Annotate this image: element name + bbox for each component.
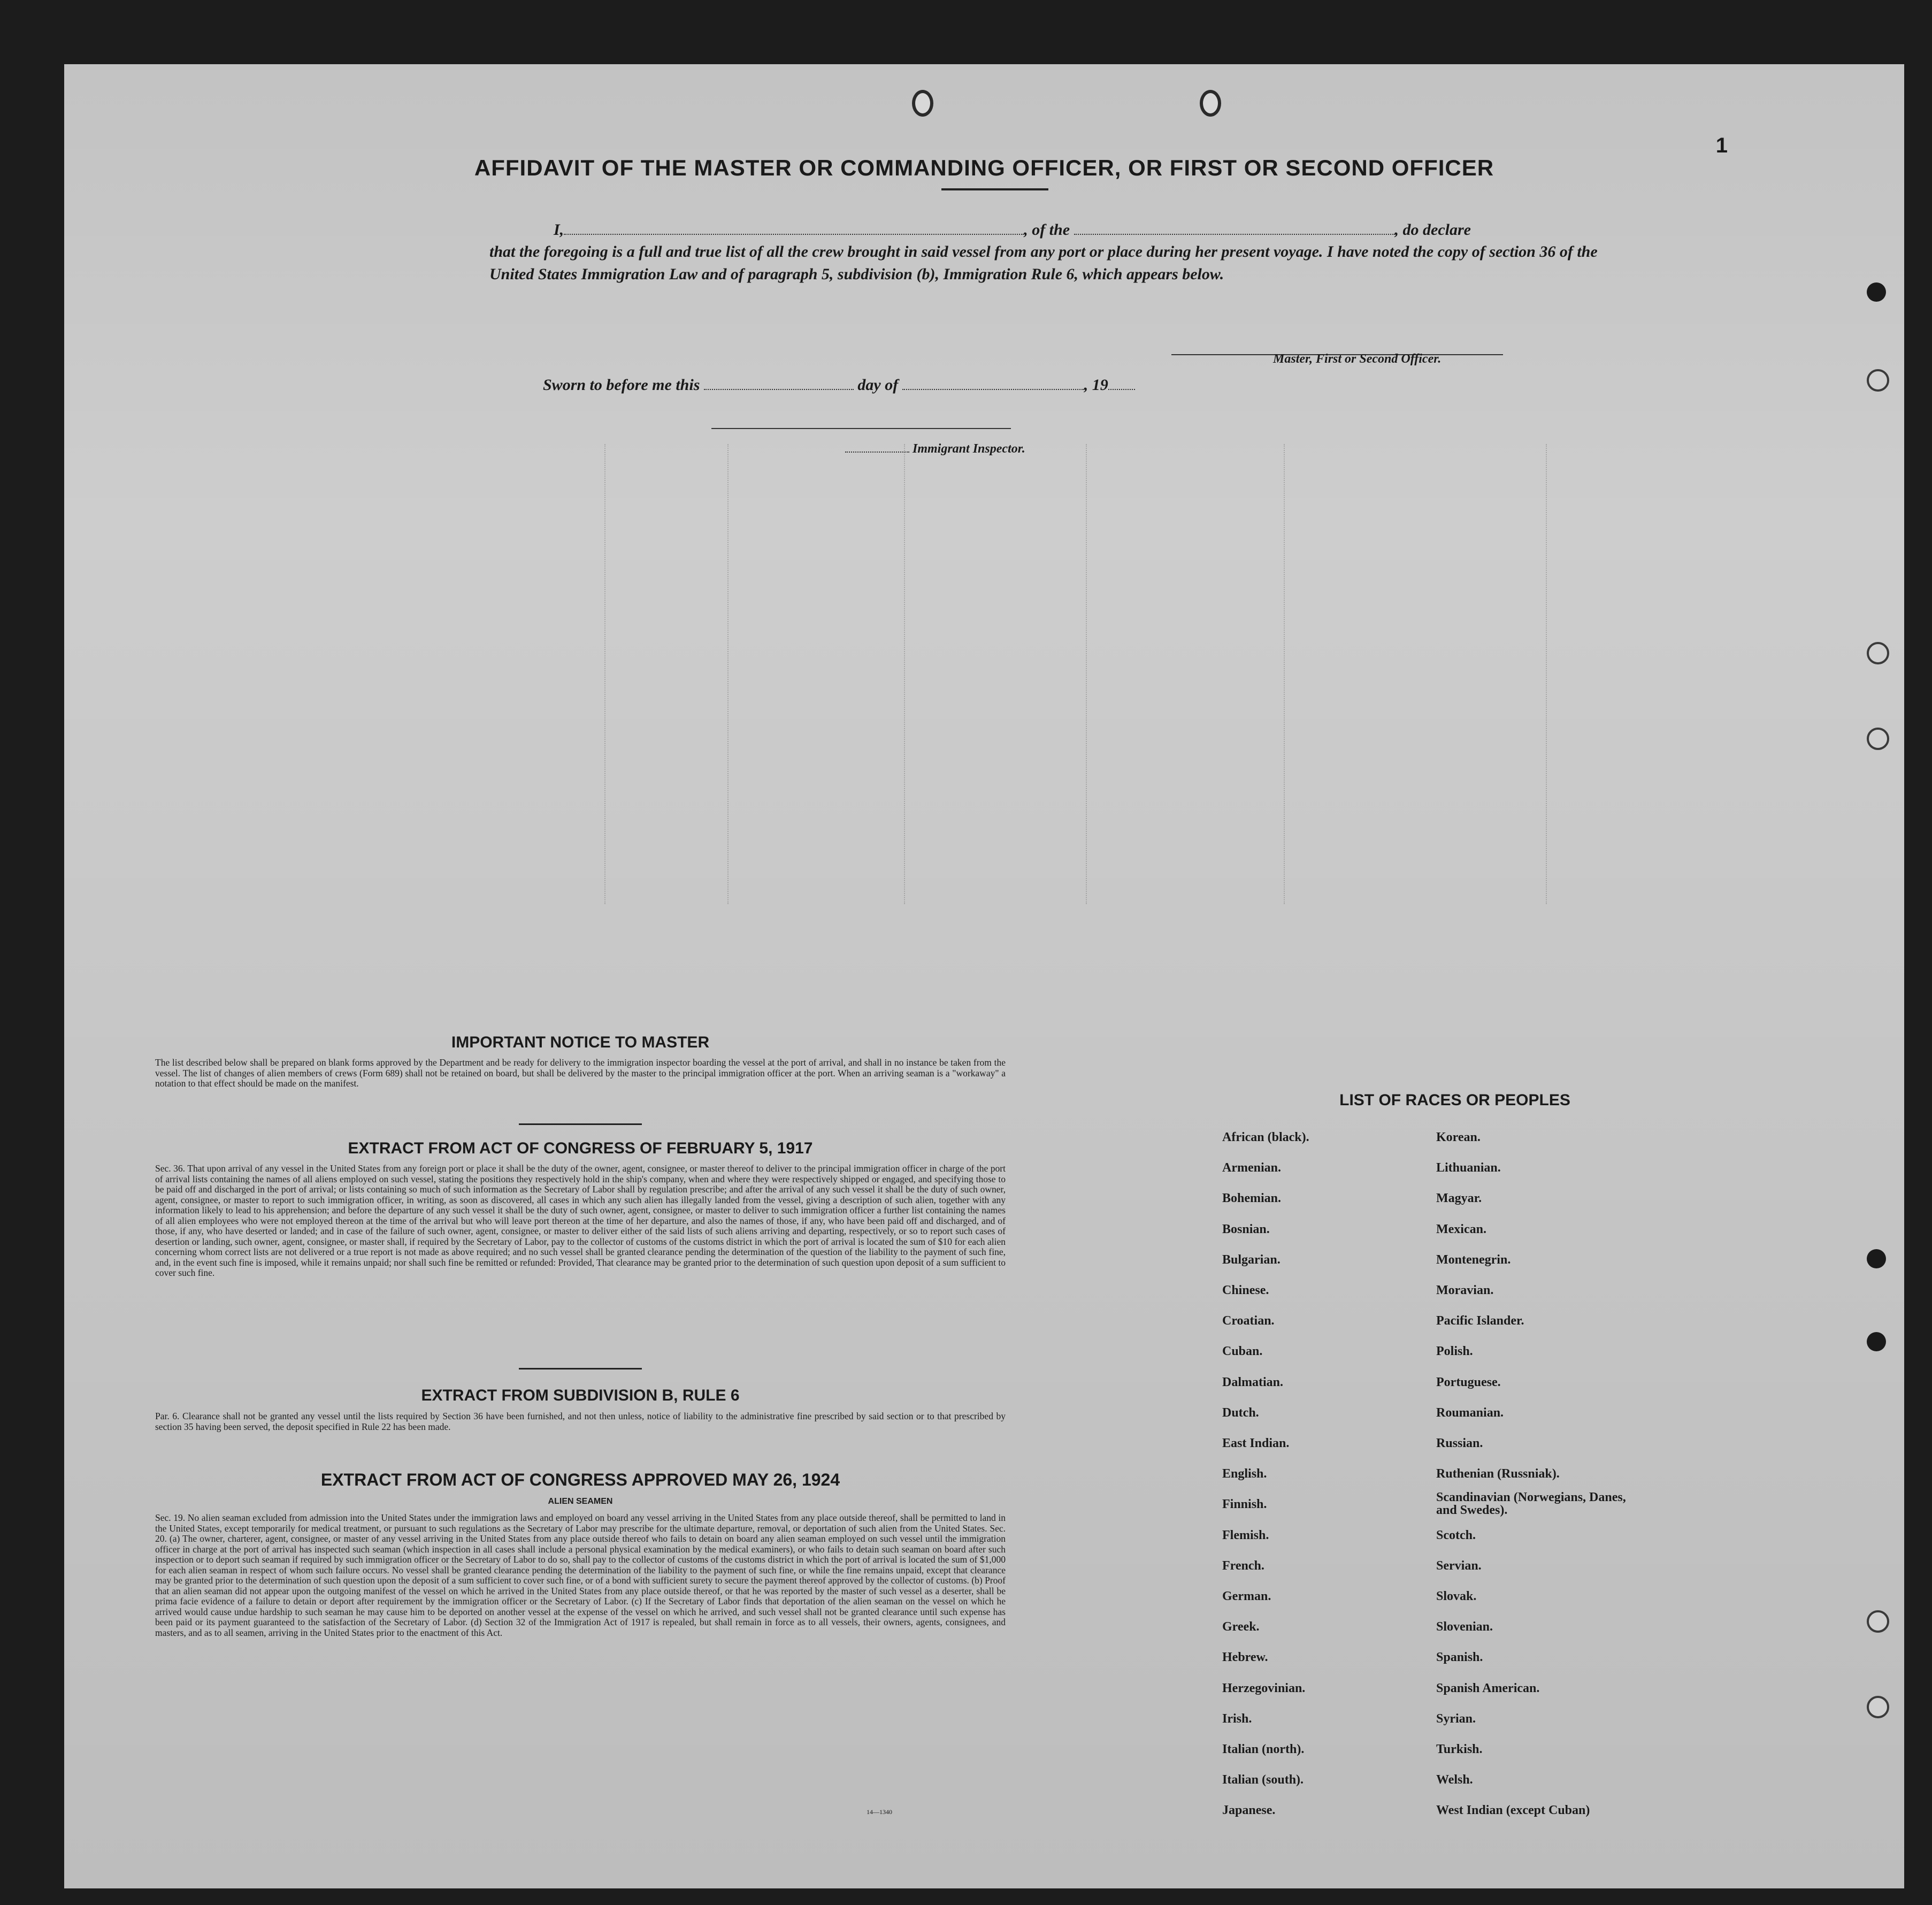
inspector-blank bbox=[845, 444, 909, 453]
race-item: Bohemian. bbox=[1222, 1191, 1282, 1206]
race-item: Lithuanian. bbox=[1436, 1161, 1501, 1175]
race-item: African (black). bbox=[1222, 1130, 1309, 1144]
rule6-text: Par. 6. Clearance shall not be granted any vessel until the lists required by Section 36 have been furnished, and not then unless, notice of liability to the administrative fine prescribed by said section or to that prescribed by section 35 having been served, the deposit specified in Rule 22 has been made. bbox=[155, 1411, 1006, 1432]
race-item: Turkish. bbox=[1436, 1742, 1483, 1756]
sworn-day-label: day of bbox=[857, 376, 899, 394]
bleed-through-rule bbox=[1086, 444, 1087, 904]
race-item: Scandinavian (Norwegians, Danes, and Swedes). bbox=[1436, 1490, 1626, 1518]
race-item: Pacific Islander. bbox=[1436, 1314, 1524, 1328]
extract-1924-subtitle: ALIEN SEAMEN bbox=[548, 1497, 613, 1506]
races-title: LIST OF RACES OR PEOPLES bbox=[1339, 1091, 1570, 1109]
binder-ring bbox=[1867, 369, 1889, 392]
section-divider bbox=[519, 1368, 642, 1370]
notice-text: The list described below shall be prepared on blank forms approved by the Department and be ready for delivery to the immigration inspector boarding the vessel at the port of arrival, and shall in no instance be taken from the vessel. The list of changes of alien members of crews (Form 689) shall not be retained on board, but shall be delivered by the master to the principal immigration officer at the port. When an arriving seaman is a "workaway" a notation to that effect should be made on the manifest. bbox=[155, 1057, 1006, 1089]
bleed-through-rule bbox=[1546, 444, 1547, 904]
rule6-title: EXTRACT FROM SUBDIVISION B, RULE 6 bbox=[421, 1387, 740, 1404]
sworn-prefix: Sworn to before me this bbox=[543, 376, 700, 394]
race-item: Mexican. bbox=[1436, 1222, 1486, 1236]
race-item: English. bbox=[1222, 1467, 1267, 1481]
race-item: Slovak. bbox=[1436, 1589, 1477, 1603]
race-item: Italian (south). bbox=[1222, 1773, 1304, 1787]
race-item: Japanese. bbox=[1222, 1803, 1276, 1818]
race-item: German. bbox=[1222, 1589, 1271, 1603]
notice-title: IMPORTANT NOTICE TO MASTER bbox=[451, 1034, 710, 1051]
race-item: Italian (north). bbox=[1222, 1742, 1305, 1756]
bleed-through-rule bbox=[904, 444, 905, 904]
binder-ring bbox=[1867, 1610, 1889, 1633]
extract-1924-title: EXTRACT FROM ACT OF CONGRESS APPROVED MAY 26, 1924 bbox=[320, 1470, 840, 1489]
race-item: Magyar. bbox=[1436, 1191, 1482, 1206]
race-item: Welsh. bbox=[1436, 1773, 1473, 1787]
binder-ring bbox=[1867, 1696, 1889, 1718]
race-item: Scotch. bbox=[1436, 1528, 1476, 1542]
page-number: 1 bbox=[1715, 134, 1728, 157]
race-item: West Indian (except Cuban) bbox=[1436, 1803, 1590, 1818]
race-item: Portuguese. bbox=[1436, 1375, 1501, 1389]
sworn-date-blank[interactable] bbox=[704, 377, 854, 390]
affidavit-title: AFFIDAVIT OF THE MASTER OR COMMANDING OFFICER, OR FIRST OR SECOND OFFICER bbox=[474, 155, 1494, 180]
bleed-through-rule bbox=[604, 444, 605, 904]
race-item: Bosnian. bbox=[1222, 1222, 1270, 1236]
form-code: 14—1340 bbox=[867, 1808, 892, 1816]
declaration-line bbox=[554, 219, 1602, 241]
race-item: Chinese. bbox=[1222, 1283, 1269, 1297]
affidavit-body: that the foregoing is a full and true list of all the crew brought in said vessel from any port or place during her present voyage. I have noted the copy of section 36 of the United States Immigration Law and of paragraph 5, subdivision (b), Immigration Rule 6, which appears below. bbox=[489, 243, 1598, 283]
inspector-signature-line bbox=[711, 428, 1011, 429]
binder-mark bbox=[1867, 1249, 1886, 1268]
punch-hole bbox=[1200, 90, 1221, 117]
document-page bbox=[64, 64, 1904, 1888]
race-item: East Indian. bbox=[1222, 1436, 1290, 1450]
race-item: Ruthenian (Russniak). bbox=[1436, 1467, 1560, 1481]
race-item: Servian. bbox=[1436, 1558, 1482, 1573]
race-item: Greek. bbox=[1222, 1620, 1260, 1634]
binder-mark bbox=[1867, 1332, 1886, 1351]
name-blank[interactable] bbox=[564, 222, 1024, 235]
declare-mid: , of the bbox=[1024, 221, 1070, 239]
race-item: Syrian. bbox=[1436, 1711, 1476, 1726]
sworn-year-label: , 19 bbox=[1084, 376, 1108, 394]
inspector-label bbox=[845, 442, 1025, 456]
punch-hole bbox=[912, 90, 933, 117]
race-item: Moravian. bbox=[1436, 1283, 1494, 1297]
race-item: Flemish. bbox=[1222, 1528, 1269, 1542]
race-item: Croatian. bbox=[1222, 1314, 1275, 1328]
declare-prefix: I, bbox=[554, 221, 564, 239]
race-item: Polish. bbox=[1436, 1344, 1473, 1359]
extract-1924-text: Sec. 19. No alien seaman excluded from admission into the United States under the immigration laws and employed on board any vessel arriving in the United States from any place outside thereof, shall be permitted to land in the United States, except temporarily for medical treatment, or pursuant to such regulations as the Secretary of Labor may prescribe for the ultimate departure, removal, or deportation of such alien from the United States. Sec. 20. (a) The owner, charterer, agent, consignee, or master of any vessel arriving in the United States from any place outside thereof who fails to detain on board any alien seaman employed on such vessel until the immigration officer in charge at the port of arrival has inspected such seaman (which inspection in all cases shall include a personal physical examination by the medical examiners), or who fails to detain such seaman on board after such inspection or to deport such seaman if required by such immigration officer or the Secretary of Labor to do so, shall pay to the collector of customs of the customs district in which the port of arrival is located the sum of $1,000 for each alien seaman in respect of whom such failure occurs. No vessel shall be granted clearance pending the determination of the liability to the payment of such fine, or while the fine remains unpaid, except that clearance may be granted prior to the determination of such question upon the deposit of a sum sufficient to cover such fine, or of a bond with sufficient surety to secure the payment thereof approved by the collector of customs. (b) Proof that an alien seaman did not appear upon the outgoing manifest of the vessel on which he arrived in the United States from any place outside thereof, or that he was reported by the master of such vessel as a deserter, shall be prima facie evidence of a failure to detain or deport after requirement by the immigration officer or the Secretary of Labor. (c) If the Secretary of Labor finds that deportation of the alien seaman on the vessel on which he arrived would cause undue hardship to such seaman he may cause him to be deported on another vessel at the expense of the vessel on which he arrived, and such vessel shall not be granted clearance until such expense has been paid or its payment guaranteed to the satisfaction of the Secretary of Labor. (d) Section 32 of the Immigration Act of 1917 is repealed, but shall remain in force as to all vessels, their owners, agents, consignees, and masters, and as to all seamen, arriving in the United States prior to the enactment of this Act. bbox=[155, 1512, 1006, 1638]
vessel-blank[interactable] bbox=[1074, 222, 1395, 235]
inspector-label-text: Immigrant Inspector. bbox=[913, 442, 1025, 456]
race-item: Irish. bbox=[1222, 1711, 1252, 1726]
binder-mark bbox=[1867, 282, 1886, 302]
bleed-through-rule bbox=[1284, 444, 1285, 904]
race-item: Korean. bbox=[1436, 1130, 1481, 1144]
race-item: Spanish. bbox=[1436, 1650, 1483, 1665]
sworn-month-blank[interactable] bbox=[902, 377, 1084, 390]
extract-1917-text: Sec. 36. That upon arrival of any vessel in the United States from any foreign port or place it shall be the duty of the owner, agent, consignee, or master thereof to deliver to the principal immigration officer in charge of the port of arrival lists containing the names of all aliens employed on such vessel, stating the positions they respectively hold in the ship's company, when and where they were respectively shipped or engaged, and specifying those to be paid off and discharged in the port of arrival; or lists containing so much of such information as the Secretary of Labor shall by regulation prescribe; and after the arrival of any such vessel it shall be the duty of such owner, agent, consignee, or master to report to such immigration officer, in writing, as soon as discovered, all cases in which any such alien has illegally landed from the vessel, giving a description of such alien, together with any information likely to lead to his apprehension; and before the departure of any such vessel it shall be the duty of such owner, agent, consignee, or master to deliver to such immigration officer a further list containing the names of all alien employees who were not employed thereon at the time of the arrival but who will leave port thereon at the time of her departure, and also the names of those, if any, who have been paid off and discharged, and of those, if any, who have deserted or landed; and in case of the failure of such owner, agent, consignee, or master to deliver either of the said lists of such aliens arriving and departing, respectively, or so to report such cases of desertion or landing, such owner, agent, consignee, or master shall, if required by the Secretary of Labor, pay to the collector of customs of the customs district in which the port of arrival is located the sum of $10 for each alien concerning whom correct lists are not delivered or a true report is not made as above required; and no such vessel shall be granted clearance pending the determination of the question of the liability to the payment of such fine, and, in the event such fine is imposed, while it remains unpaid; nor shall such fine be remitted or refunded: Provided, That clearance may be granted prior to the determination of such question upon deposit of a sum sufficient to cover such fine. bbox=[155, 1163, 1006, 1278]
race-item: Hebrew. bbox=[1222, 1650, 1268, 1665]
race-item: Armenian. bbox=[1222, 1161, 1281, 1175]
race-item: Slovenian. bbox=[1436, 1620, 1493, 1634]
race-item: Bulgarian. bbox=[1222, 1252, 1281, 1267]
sworn-year-blank[interactable] bbox=[1108, 377, 1135, 390]
sworn-line bbox=[543, 374, 1345, 396]
race-item: Dutch. bbox=[1222, 1405, 1259, 1420]
binder-ring bbox=[1867, 728, 1889, 750]
declare-suffix: , do declare bbox=[1394, 221, 1471, 239]
race-item: Russian. bbox=[1436, 1436, 1483, 1450]
title-underline bbox=[941, 188, 1048, 190]
race-item: Dalmatian. bbox=[1222, 1375, 1283, 1389]
extract-1917-title: EXTRACT FROM ACT OF CONGRESS OF FEBRUARY 5, 1917 bbox=[348, 1139, 813, 1157]
bleed-through-rule bbox=[727, 444, 729, 904]
race-item: Finnish. bbox=[1222, 1497, 1267, 1512]
race-item: Cuban. bbox=[1222, 1344, 1263, 1359]
race-item: Spanish American. bbox=[1436, 1681, 1540, 1695]
race-item: Herzegovinian. bbox=[1222, 1681, 1306, 1695]
signature-label: Master, First or Second Officer. bbox=[1273, 352, 1442, 366]
race-item: French. bbox=[1222, 1558, 1264, 1573]
race-item: Montenegrin. bbox=[1436, 1252, 1511, 1267]
binder-ring bbox=[1867, 642, 1889, 664]
section-divider bbox=[519, 1123, 642, 1125]
race-item: Roumanian. bbox=[1436, 1405, 1504, 1420]
